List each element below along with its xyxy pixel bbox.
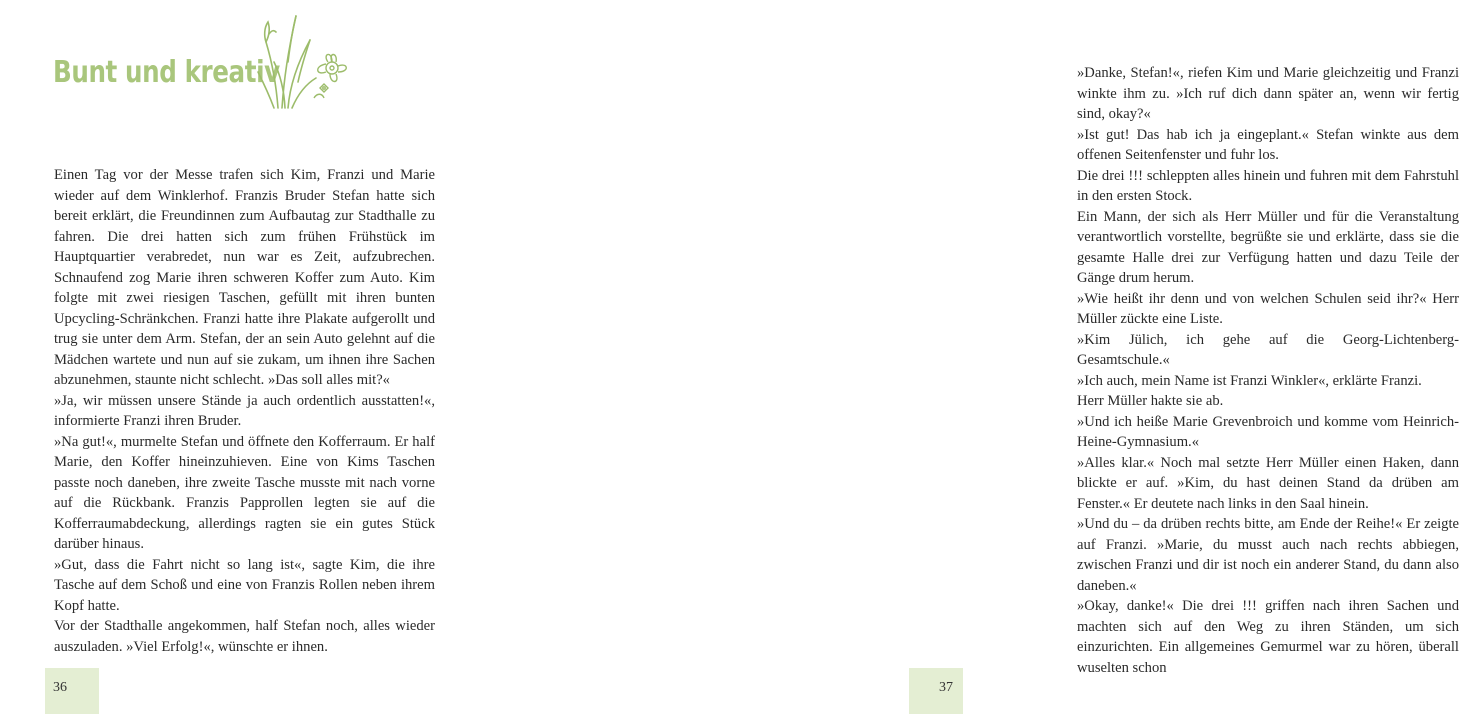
chapter-title: Bunt und kreativ: [53, 55, 280, 90]
paragraph: »Und du – da drüben rechts bitte, am Ende der Reihe!« Er zeigte auf Franzi. »Marie, du musst auch nach rechts abbiegen, zwischen Franzi und dir ist noch ein anderer Stand, du dann also daneben.«: [1077, 516, 1459, 594]
paragraph: »Gut, dass die Fahrt nicht so lang ist«, sagte Kim, die ihre Tasche auf dem Schoß und eine von Franzis Rollen neben ihrem Kopf hatte.: [54, 556, 435, 614]
grass-and-flowers-icon: [258, 12, 356, 112]
page-number-right: 37: [939, 680, 953, 695]
right-page-text: [1077, 63, 1459, 678]
paragraph: Herr Müller hakte sie ab.: [1077, 393, 1224, 409]
page-number-left: 36: [53, 680, 67, 695]
paragraph: »Na gut!«, murmelte Stefan und öffnete den Kofferraum. Er half Marie, den Koffer hineinzuhieven. Eine von Kims Taschen passte noch daneben, ihre zweite Tasche musste mit nach vorne auf die Rückbank. Franzis Papprollen legten sie auf die Kofferraumabdeckung, allerdings ragten sie ein gutes Stück darüber hinaus.: [54, 433, 435, 552]
left-page: [0, 0, 504, 714]
paragraph: »Alles klar.« Noch mal setzte Herr Müller einen Haken, dann blickte er auf. »Kim, du hast deinen Stand da drüben am Fenster.« Er deutete nach links in den Saal hinein.: [1077, 454, 1459, 512]
left-page-text: [54, 165, 435, 657]
paragraph: »Danke, Stefan!«, riefen Kim und Marie gleichzeitig und Franzi winkte ihm zu. »Ich ruf dich dann später an, wenn wir fertig sind, okay?«: [1077, 65, 1459, 122]
paragraph: »Ist gut! Das hab ich ja eingeplant.« Stefan winkte aus dem offenen Seitenfenster und fuhr los.: [1077, 126, 1459, 163]
paragraph: Vor der Stadthalle angekommen, half Stefan noch, alles wieder auszuladen. »Viel Erfolg!«, wünschte er ihnen.: [54, 618, 435, 655]
paragraph: »Und ich heiße Marie Grevenbroich und komme vom Heinrich-Heine-Gymnasium.«: [1077, 413, 1459, 450]
paragraph: »Okay, danke!« Die drei !!! griffen nach ihren Sachen und machten sich auf den Weg zu ihren Ständen, um sich einzurichten. Ein allgemeines Gemurmel war zu hören, überall wuselten schon: [1077, 598, 1459, 676]
paragraph: »Kim Jülich, ich gehe auf die Georg-Lichtenberg-Gesamtschule.«: [1077, 331, 1459, 368]
paragraph: »Wie heißt ihr denn und von welchen Schulen seid ihr?« Herr Müller zückte eine Liste.: [1077, 290, 1459, 327]
paragraph: Einen Tag vor der Messe trafen sich Kim, Franzi und Marie wieder auf dem Winklerhof. Franzis Bruder Stefan hatte sich bereit erklärt, die Freundinnen zum Aufbautag zur Stadthalle zu fahren. Die drei hatten sich zum frühen Frühstück im Hauptquartier verabredet, nun war es Zeit, aufzubrechen. Schnaufend zog Marie ihren schweren Koffer zum Auto. Kim folgte mit zwei riesigen Taschen, gefüllt mit ihren bunten Upcycling-Schränkchen. Franzi hatte ihre Plakate aufgerollt und trug sie unter dem Arm. Stefan, der an sein Auto gelehnt auf die Mädchen wartete und nun auf sie zukam, um ihnen ihre Sachen abzunehmen, staunte nicht schlecht. »Das soll alles mit?«: [54, 167, 435, 388]
paragraph: Ein Mann, der sich als Herr Müller und für die Veranstaltung verantwortlich vorstellte, begrüßte sie und erklärte, dass sie die gesamte Halle drei zur Verfügung hatten und dazu Teile der Gänge drum herum.: [1077, 208, 1459, 286]
paragraph: »Ja, wir müssen unsere Stände ja auch ordentlich ausstatten!«, informierte Franzi ihren Bruder.: [54, 392, 435, 429]
paragraph: Die drei !!! schleppten alles hinein und fuhren mit dem Fahrstuhl in den ersten Stock.: [1077, 167, 1459, 204]
page-number-tab: [909, 668, 963, 714]
paragraph: »Ich auch, mein Name ist Franzi Winkler«, erklärte Franzi.: [1077, 372, 1422, 389]
right-page: [504, 0, 1459, 714]
